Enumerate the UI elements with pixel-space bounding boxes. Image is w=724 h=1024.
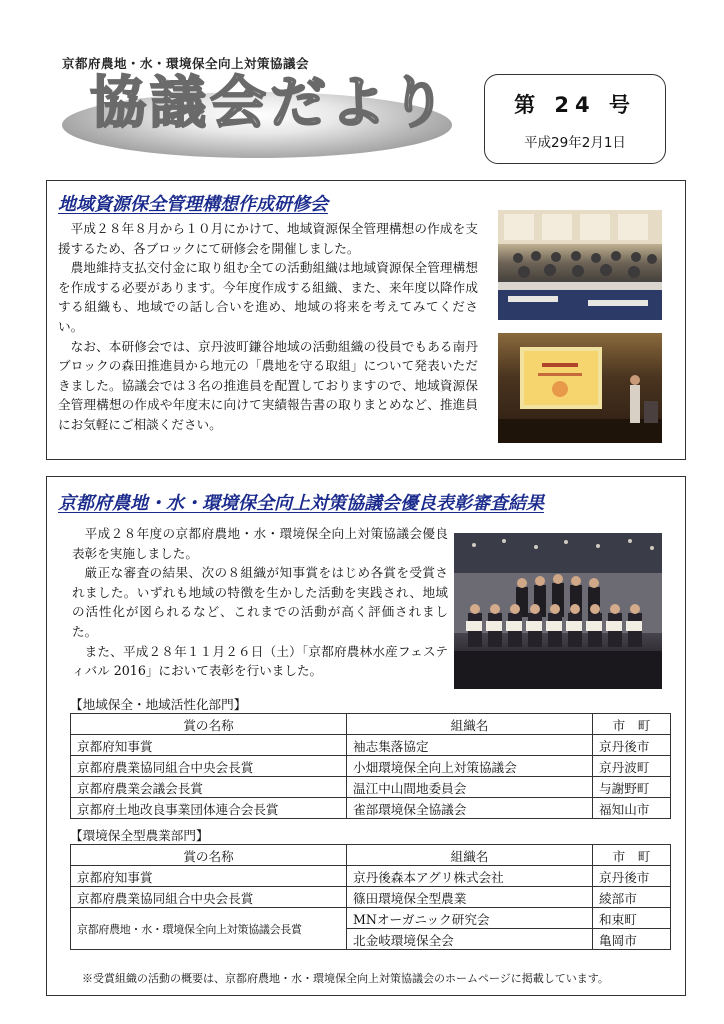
- organization-cell: 雀部環境保全協議会: [347, 798, 593, 819]
- table-row: [71, 908, 671, 929]
- header-award-name: 賞の名称: [71, 714, 347, 735]
- header-award-name: 賞の名称: [71, 845, 347, 866]
- section2-paragraph: 平成２８年度の京都府農地・水・環境保全向上対策協議会優良表彰を実施しました。: [72, 526, 448, 561]
- organization-cell: 篠田環境保全型農業: [347, 887, 593, 908]
- section1-title: 地域資源保全管理構想作成研修会: [58, 194, 328, 215]
- issue-box: [484, 74, 666, 164]
- municipality-cell: 京丹後市: [593, 866, 671, 887]
- municipality-cell: 綾部市: [593, 887, 671, 908]
- organization-cell: MNオーガニック研究会: [347, 908, 593, 929]
- award-name-cell: 京都府土地改良事業団体連合会長賞: [71, 798, 347, 819]
- masthead: [62, 72, 454, 162]
- header-municipality: 市 町: [593, 845, 671, 866]
- header-organization: 組織名: [347, 845, 593, 866]
- issue-number: 第 24 号: [514, 93, 636, 117]
- table-header-row: [71, 714, 671, 735]
- section1-paragraph: なお、本研修会では、京丹波町鎌谷地域の活動組織の役員でもある南丹ブロックの森田推進員から地元の「農地を守る取組」について発表いただきました。協議会では３名の推進員を配置しておりますので、地域資源保全管理構想の作成や年度末に向けて実績報告書の取りまとめなど、推進員にお気軽にご相談ください。: [58, 338, 478, 432]
- award-table-environmental: [70, 844, 671, 950]
- table-row: [71, 887, 671, 908]
- organization-cell: 温江中山間地委員会: [347, 777, 593, 798]
- table-row: [71, 735, 671, 756]
- seminar-presentation-photo: [498, 333, 662, 443]
- organization-cell: 京丹後森本アグリ株式会社: [347, 866, 593, 887]
- newsletter-title: 協議会だより: [90, 71, 450, 136]
- section1-paragraph: 農地維持支払交付金に取り組む全ての活動組織は地域資源保全管理構想を作成する必要があります。今年度作成する組織、また、来年度以降作成する組織も、地域での話し合いを進め、地域の将来を考えてみてください。: [58, 260, 479, 334]
- organization-cell: 袖志集落協定: [347, 735, 593, 756]
- section1-body: [58, 219, 478, 435]
- footnote: ※受賞組織の活動の概要は、京都府農地・水・環境保全向上対策協議会のホームページに掲載しています。: [82, 972, 609, 985]
- table-row: [71, 798, 671, 819]
- table2-label: 【環境保全型農業部門】: [70, 828, 209, 843]
- section2-title: 京都府農地・水・環境保全向上対策協議会優良表彰審査結果: [58, 493, 544, 514]
- award-name-cell: 京都府農業会議会長賞: [71, 777, 347, 798]
- header-organization: 組織名: [347, 714, 593, 735]
- award-name-cell: 京都府農業協同組合中央会長賞: [71, 756, 347, 777]
- section2-body: [72, 524, 448, 681]
- award-ceremony-photo: [454, 533, 662, 689]
- municipality-cell: 亀岡市: [593, 929, 671, 950]
- award-table-regional: [70, 713, 671, 819]
- section2-paragraph: また、平成２８年１１月２６日（土）「京都府農林水産フェスティバル 2016」において表彰を行いました。: [72, 643, 448, 679]
- municipality-cell: 与謝野町: [593, 777, 671, 798]
- municipality-cell: 京丹後市: [593, 735, 671, 756]
- organization-cell: 北金岐環境保全会: [347, 929, 593, 950]
- organization-cell: 小畑環境保全向上対策協議会: [347, 756, 593, 777]
- award-name-cell: 京都府知事賞: [71, 735, 347, 756]
- municipality-cell: 和束町: [593, 908, 671, 929]
- table-row: [71, 777, 671, 798]
- municipality-cell: 京丹波町: [593, 756, 671, 777]
- municipality-cell: 福知山市: [593, 798, 671, 819]
- seminar-audience-photo: [498, 210, 662, 320]
- table-header-row: [71, 845, 671, 866]
- table-row: [71, 756, 671, 777]
- section1-paragraph: 平成２８年８月から１０月にかけて、地域資源保全管理構想の作成を支援するため、各ブロックにて研修会を開催しました。: [58, 221, 478, 256]
- award-name-cell: 京都府知事賞: [71, 866, 347, 887]
- award-name-cell: 京都府農業協同組合中央会長賞: [71, 887, 347, 908]
- table-row: [71, 866, 671, 887]
- table1-label: 【地域保全・地域活性化部門】: [70, 697, 247, 712]
- organization-name: 京都府農地・水・環境保全向上対策協議会: [62, 56, 310, 71]
- header-municipality: 市 町: [593, 714, 671, 735]
- award-name-cell: 京都府農地・水・環境保全向上対策協議会長賞: [71, 908, 347, 950]
- section2-paragraph: 厳正な審査の結果、次の８組織が知事賞をはじめ各賞を受賞されました。いずれも地域の特徴を生かした活動を実践され、地域の活性化が図られるなど、これまでの活動が高く評価されました。: [72, 565, 448, 639]
- issue-date: 平成29年2月1日: [524, 135, 626, 151]
